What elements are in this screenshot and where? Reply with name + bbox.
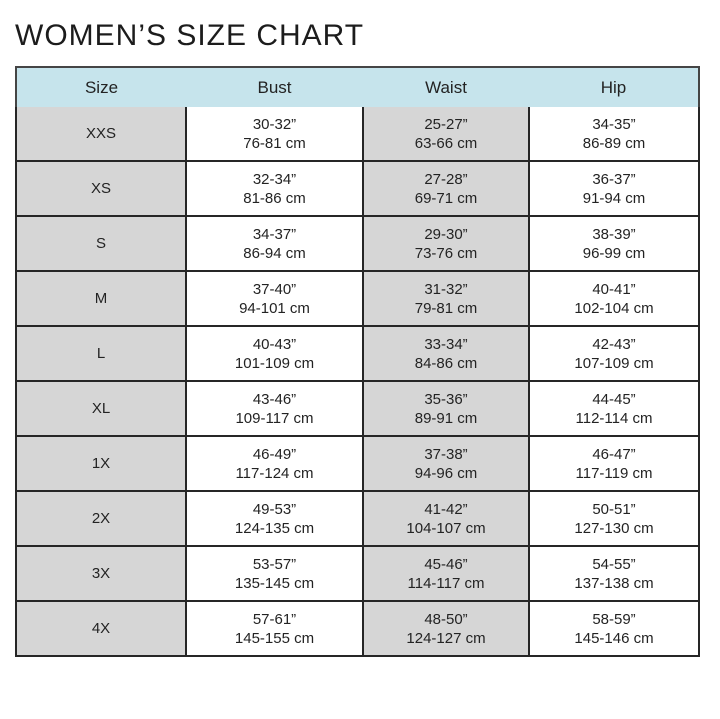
cm-value: 73-76 cm: [414, 244, 478, 262]
table-row: [16, 601, 699, 656]
hip-cell: [529, 216, 699, 271]
cm-value: 137-138 cm: [574, 574, 654, 592]
hip-cell: [529, 271, 699, 326]
hip-cell: [529, 161, 699, 216]
column-header-hip: Hip: [529, 67, 699, 107]
inches-value: 44-45”: [592, 390, 636, 408]
page-title: WOMEN’S SIZE CHART: [15, 19, 365, 52]
cm-value: 101-109 cm: [234, 354, 315, 372]
waist-cell: [363, 381, 529, 436]
bust-cell: [186, 436, 363, 491]
size-cell: M: [16, 271, 186, 326]
inches-value: 37-38”: [424, 445, 468, 463]
inches-value: 45-46”: [424, 555, 468, 573]
inches-value: 57-61”: [252, 610, 297, 628]
cm-value: 124-127 cm: [406, 629, 486, 647]
inches-value: 50-51”: [592, 500, 636, 518]
cm-value: 107-109 cm: [574, 354, 654, 372]
cm-value: 84-86 cm: [414, 354, 478, 372]
cm-value: 96-99 cm: [582, 244, 646, 262]
table-row: [16, 436, 699, 491]
size-cell: 2X: [16, 491, 186, 546]
inches-value: 29-30”: [424, 225, 468, 243]
inches-value: 41-42”: [424, 500, 468, 518]
cm-value: 124-135 cm: [234, 519, 315, 537]
waist-cell: [363, 491, 529, 546]
inches-value: 43-46”: [252, 390, 297, 408]
inches-value: 46-49”: [252, 445, 297, 463]
inches-value: 34-35”: [592, 115, 636, 133]
size-cell: XXS: [16, 107, 186, 161]
inches-value: 30-32”: [252, 115, 297, 133]
waist-cell: [363, 271, 529, 326]
hip-cell: [529, 601, 699, 656]
inches-value: 46-47”: [592, 445, 636, 463]
inches-value: 35-36”: [424, 390, 468, 408]
hip-cell: [529, 326, 699, 381]
size-cell: S: [16, 216, 186, 271]
cm-value: 79-81 cm: [414, 299, 478, 317]
table-row: [16, 546, 699, 601]
bust-cell: [186, 491, 363, 546]
inches-value: 54-55”: [592, 555, 636, 573]
waist-cell: [363, 546, 529, 601]
table-row: [16, 216, 699, 271]
size-cell: XL: [16, 381, 186, 436]
bust-cell: [186, 216, 363, 271]
inches-value: 38-39”: [592, 225, 636, 243]
waist-cell: [363, 436, 529, 491]
hip-cell: [529, 436, 699, 491]
table-header-row: [16, 67, 699, 107]
inches-value: 31-32”: [424, 280, 468, 298]
cm-value: 94-96 cm: [414, 464, 478, 482]
cm-value: 94-101 cm: [239, 299, 310, 317]
inches-value: 34-37”: [252, 225, 297, 243]
inches-value: 53-57”: [252, 555, 297, 573]
inches-value: 58-59”: [592, 610, 636, 628]
cm-value: 112-114 cm: [575, 409, 653, 427]
cm-value: 63-66 cm: [414, 134, 478, 152]
inches-value: 25-27”: [424, 115, 468, 133]
cm-value: 69-71 cm: [414, 189, 478, 207]
inches-value: 40-41”: [592, 280, 636, 298]
size-cell: 1X: [16, 436, 186, 491]
table-row: [16, 271, 699, 326]
waist-cell: [363, 326, 529, 381]
inches-value: 33-34”: [424, 335, 468, 353]
size-cell: XS: [16, 161, 186, 216]
inches-value: 27-28”: [424, 170, 468, 188]
hip-cell: [529, 546, 699, 601]
column-header-size: Size: [16, 67, 186, 107]
waist-cell: [363, 601, 529, 656]
cm-value: 102-104 cm: [574, 299, 654, 317]
column-header-bust: Bust: [186, 67, 363, 107]
bust-cell: [186, 326, 363, 381]
cm-value: 81-86 cm: [243, 189, 306, 207]
column-header-waist: Waist: [363, 67, 529, 107]
hip-cell: [529, 107, 699, 161]
table-row: [16, 381, 699, 436]
bust-cell: [186, 381, 363, 436]
size-cell: 4X: [16, 601, 186, 656]
inches-value: 49-53”: [252, 500, 297, 518]
inches-value: 48-50”: [424, 610, 468, 628]
cm-value: 114-117 cm: [407, 574, 485, 592]
bust-cell: [186, 601, 363, 656]
cm-value: 104-107 cm: [406, 519, 486, 537]
size-chart-table: [15, 66, 700, 657]
table-row: [16, 107, 699, 161]
table-row: [16, 161, 699, 216]
bust-cell: [186, 271, 363, 326]
hip-cell: [529, 381, 699, 436]
cm-value: 86-89 cm: [582, 134, 646, 152]
inches-value: 37-40”: [252, 280, 297, 298]
cm-value: 89-91 cm: [414, 409, 478, 427]
cm-value: 117-124 cm: [235, 464, 314, 482]
size-cell: L: [16, 326, 186, 381]
waist-cell: [363, 107, 529, 161]
cm-value: 91-94 cm: [582, 189, 646, 207]
bust-cell: [186, 107, 363, 161]
cm-value: 145-146 cm: [574, 629, 654, 647]
cm-value: 135-145 cm: [234, 574, 315, 592]
bust-cell: [186, 161, 363, 216]
waist-cell: [363, 216, 529, 271]
inches-value: 42-43”: [592, 335, 636, 353]
bust-cell: [186, 546, 363, 601]
cm-value: 117-119 cm: [575, 464, 653, 482]
hip-cell: [529, 491, 699, 546]
cm-value: 86-94 cm: [243, 244, 306, 262]
waist-cell: [363, 161, 529, 216]
inches-value: 36-37”: [592, 170, 636, 188]
cm-value: 109-117 cm: [235, 409, 314, 427]
cm-value: 145-155 cm: [234, 629, 315, 647]
table-row: [16, 491, 699, 546]
inches-value: 40-43”: [252, 335, 297, 353]
table-row: [16, 326, 699, 381]
inches-value: 32-34”: [252, 170, 297, 188]
size-table-body: [16, 107, 699, 656]
cm-value: 127-130 cm: [574, 519, 654, 537]
size-cell: 3X: [16, 546, 186, 601]
cm-value: 76-81 cm: [243, 134, 306, 152]
